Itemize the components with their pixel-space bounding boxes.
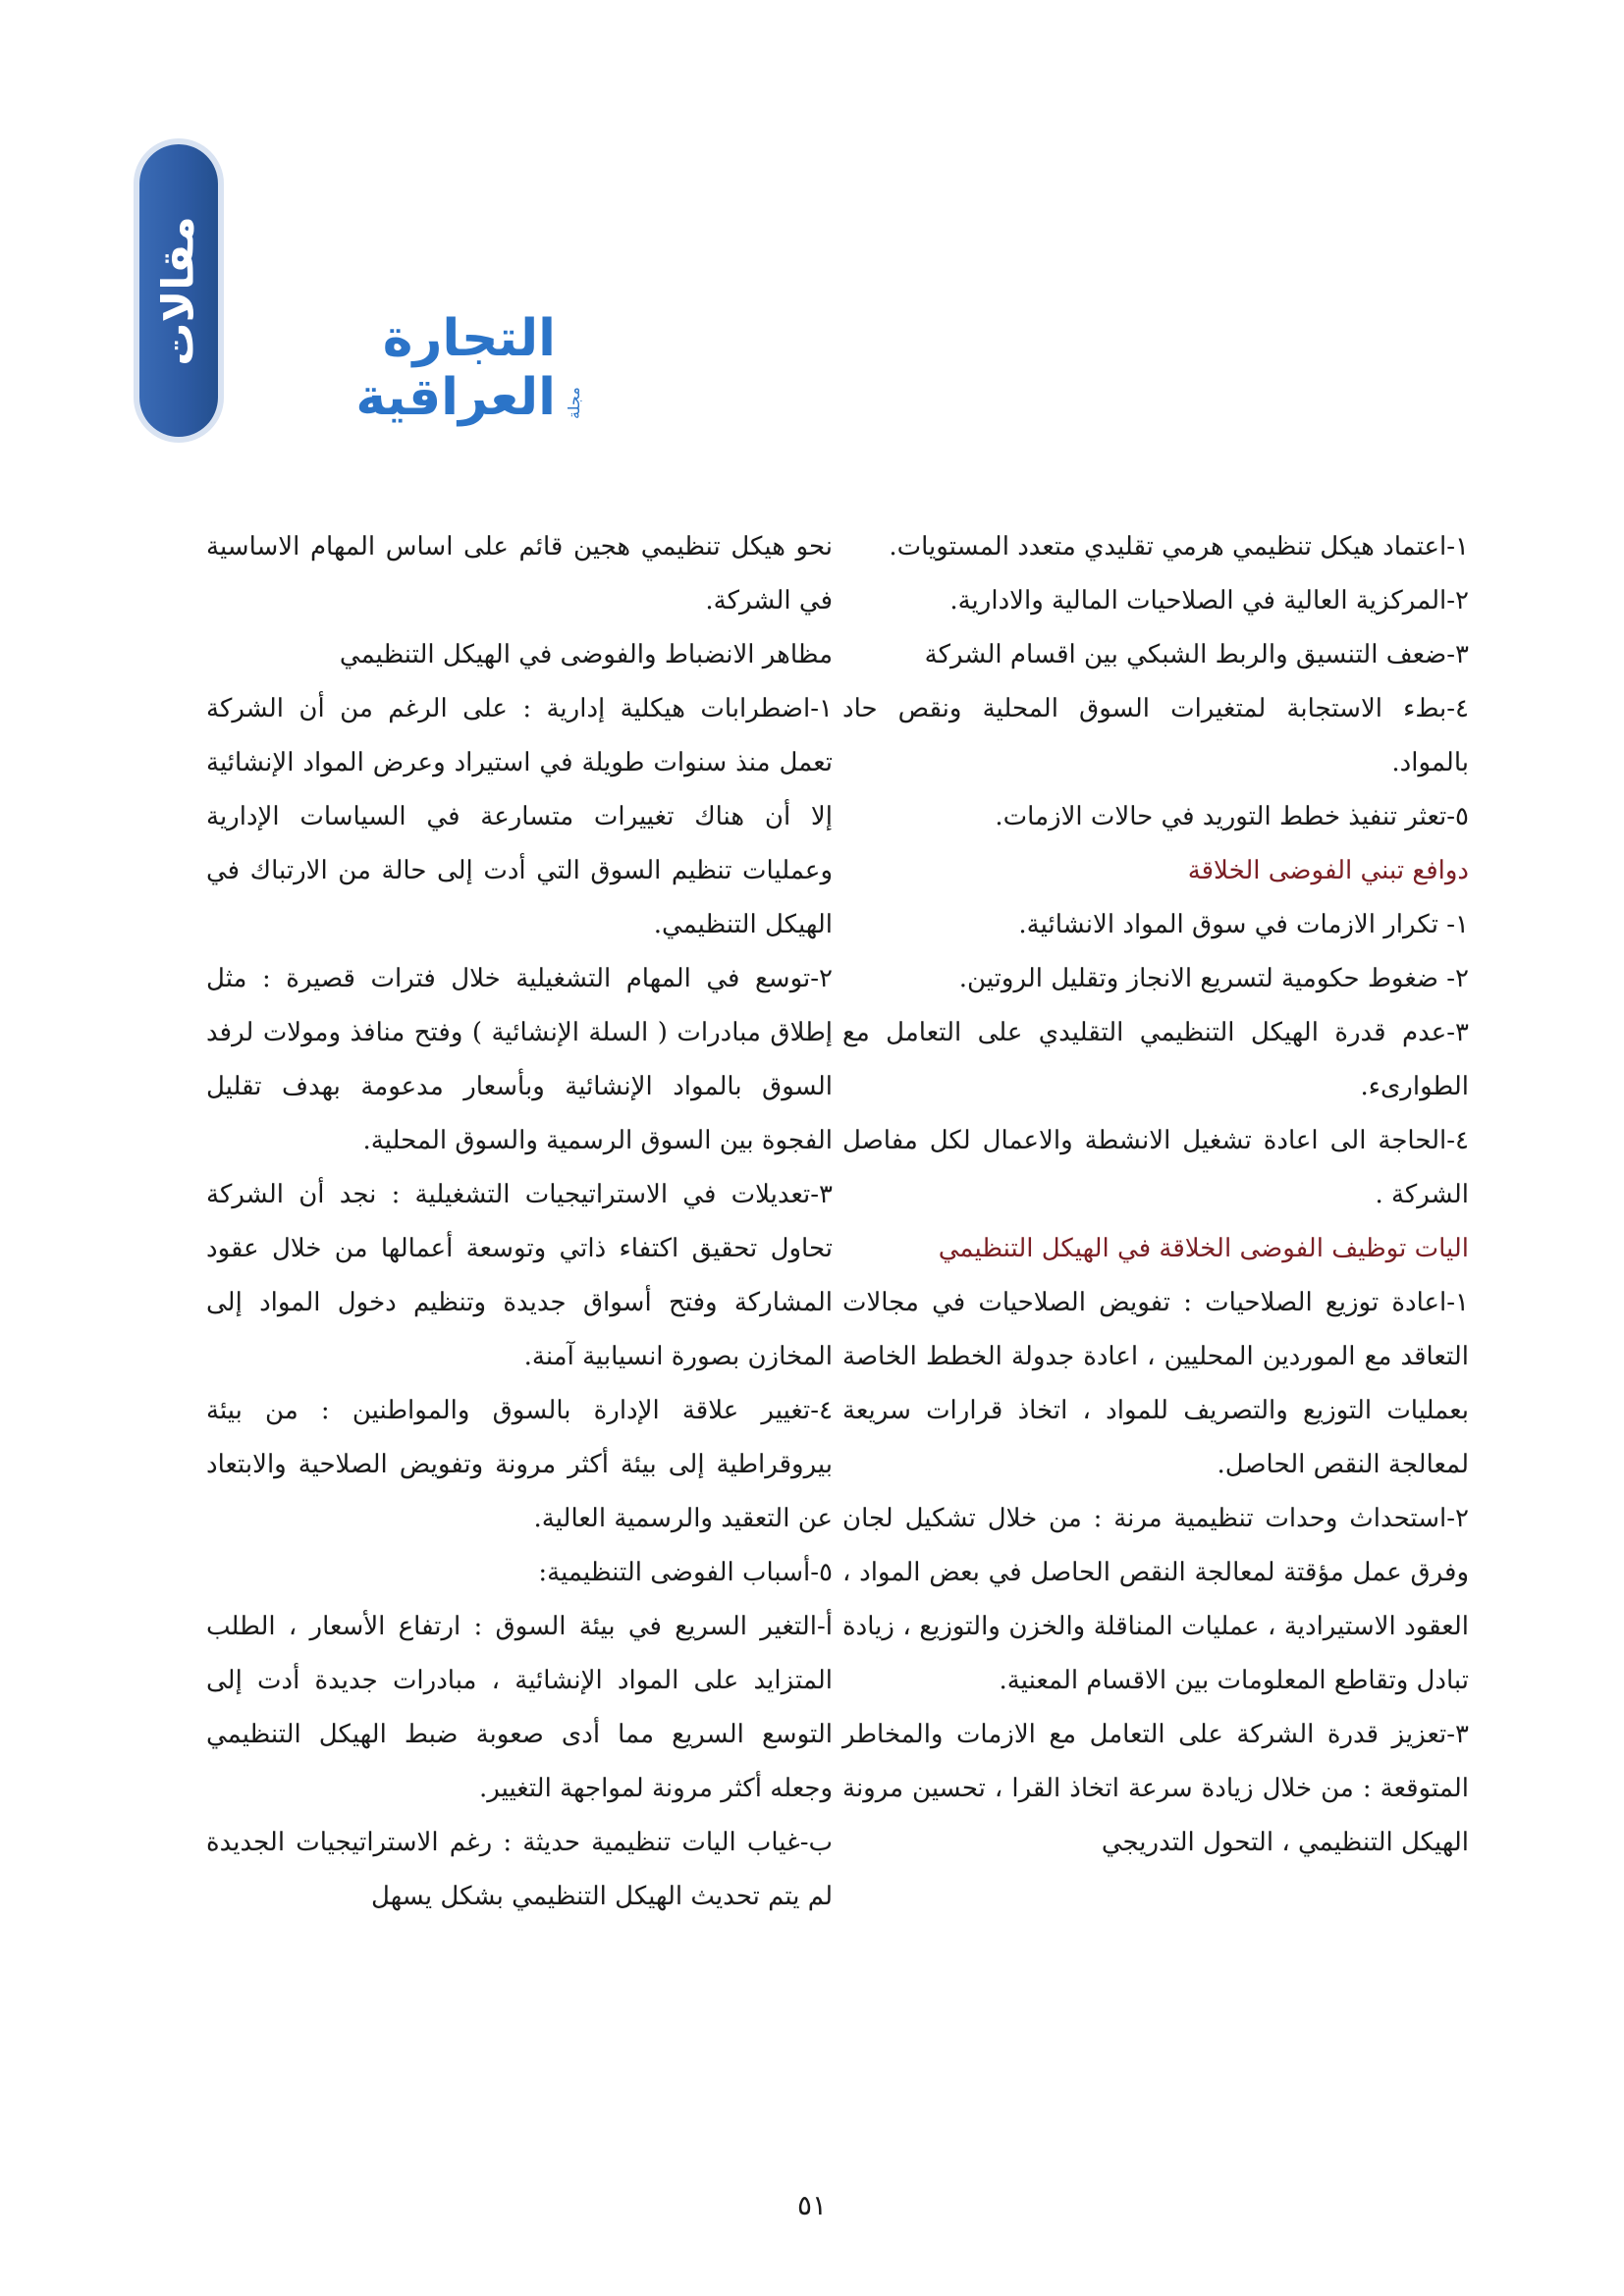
page-number: ٥١ (796, 2189, 828, 2221)
article-paragraph: ١-اعتماد هيكل تنظيمي هرمي تقليدي متعدد المستويات. (889, 532, 1469, 561)
section-tab-label-wrap (139, 144, 218, 437)
article-paragraph: ٢-المركزية العالية في الصلاحيات المالية والادارية. (949, 586, 1469, 615)
article-paragraph: ٢-استحداث وحدات تنظيمية مرنة : من خلال تشكيل لجان وفرق عمل مؤقتة لمعالجة النقص الحاصل في بعض المواد ، العقود الاستيرادية ، عمليات المناقلة والخزن والتوزيع ، زيادة تبادل وتقاطع المعلومات بين الاقسام المعنية. (842, 1504, 1469, 1695)
article-paragraph: ٢- ضغوط حكومية لتسريع الانجاز وتقليل الروتين. (958, 964, 1469, 993)
article-paragraph: ٤-تغيير علاقة الإدارة بالسوق والمواطنين : من بيئة بيروقراطية إلى بيئة أكثر مرونة وتفويض الصلاحية والابتعاد عن التعقيد والرسمية العالية. (206, 1396, 833, 1533)
article-paragraph: ٥-أسباب الفوضى التنظيمية: (538, 1558, 833, 1587)
article-paragraph: مظاهر الانضباط والفوضى في الهيكل التنظيمي (339, 640, 833, 669)
section-heading: دوافع تبني الفوضى الخلاقة (1187, 856, 1469, 885)
article-paragraph: ٣-ضعف التنسيق والربط الشبكي بين اقسام الشركة (924, 640, 1469, 669)
article-paragraph: ١-اضطرابات هيكلية إدارية : على الرغم من أن الشركة تعمل منذ سنوات طويلة في استيراد وعرض المواد الإنشائية إلا أن هناك تغييرات متسارعة في السياسات الإدارية وعمليات تنظيم السوق التي أدت إلى حالة من الارتباك في الهيكل التنظيمي. (206, 694, 833, 939)
article-paragraph: ٣-تعزيز قدرة الشركة على التعامل مع الازمات والمخاطر المتوقعة : من خلال زيادة سرعة اتخاذ القرا ، تحسين مرونة الهيكل التنظيمي ، التحول التدريجي (842, 1720, 1469, 1857)
article-paragraph: أ-التغير السريع في بيئة السوق : ارتفاع الأسعار ، الطلب المتزايد على المواد الإنشائية ، مبادرات جديدة أدت إلى التوسع السريع مما أدى صعوبة ضبط الهيكل التنظيمي وجعله أكثر مرونة لمواجهة التغيير. (206, 1612, 833, 1803)
logo-name: التجارة العراقية (355, 309, 556, 427)
article-paragraph: ١-اعادة توزيع الصلاحيات : تفويض الصلاحيات في مجالات التعاقد مع الموردين المحليين ، اعادة جدولة الخطط الخاصة بعمليات التوزيع والتصريف للمواد ، اتخاذ قرارات سريعة لمعالجة النقص الحاصل. (842, 1288, 1469, 1479)
magazine-logo (244, 309, 583, 427)
section-heading: اليات توظيف الفوضى الخلاقة في الهيكل التنظيمي (938, 1234, 1469, 1263)
logo-prefix: مجلة (565, 387, 583, 419)
section-tab-label: مقالات (153, 215, 204, 366)
article-column-left (206, 520, 833, 2071)
article-paragraph: ٣-تعديلات في الاستراتيجيات التشغيلية : نجد أن الشركة تحاول تحقيق اكتفاء ذاتي وتوسعة أعمالها من خلال عقود المشاركة وفتح أسواق جديدة وتنظيم دخول المواد إلى المخازن بصورة انسيابية آمنة. (206, 1180, 833, 1371)
article-paragraph: ٤-بطء الاستجابة لمتغيرات السوق المحلية ونقص حاد بالمواد. (842, 694, 1469, 777)
section-tab (139, 144, 218, 437)
article-paragraph: ٤-الحاجة الى اعادة تشغيل الانشطة والاعمال لكل مفاصل الشركة . (842, 1126, 1469, 1209)
article-paragraph: ٣-عدم قدرة الهيكل التنظيمي التقليدي على التعامل مع الطوارىء. (842, 1018, 1469, 1101)
article-column-right (842, 520, 1469, 2071)
article-paragraph: ٥-تعثر تنفيذ خطط التوريد في حالات الازمات. (995, 802, 1469, 831)
article-paragraph: ٢-توسع في المهام التشغيلية خلال فترات قصيرة : مثل إطلاق مبادرات ( السلة الإنشائية ) وفتح منافذ ومولات لرفد السوق بالمواد الإنشائية وبأسعار مدعومة بهدف تقليل الفجوة بين السوق الرسمية والسوق المحلية. (206, 964, 833, 1155)
article-paragraph: ب-غياب اليات تنظيمية حديثة : رغم الاستراتيجيات الجديدة لم يتم تحديث الهيكل التنظيمي بشكل يسهل (206, 1828, 833, 1911)
article-paragraph: ١- تكرار الازمات في سوق المواد الانشائية. (1018, 910, 1469, 939)
article-paragraph: نحو هيكل تنظيمي هجين قائم على اساس المهام الاساسية في الشركة. (206, 532, 833, 615)
